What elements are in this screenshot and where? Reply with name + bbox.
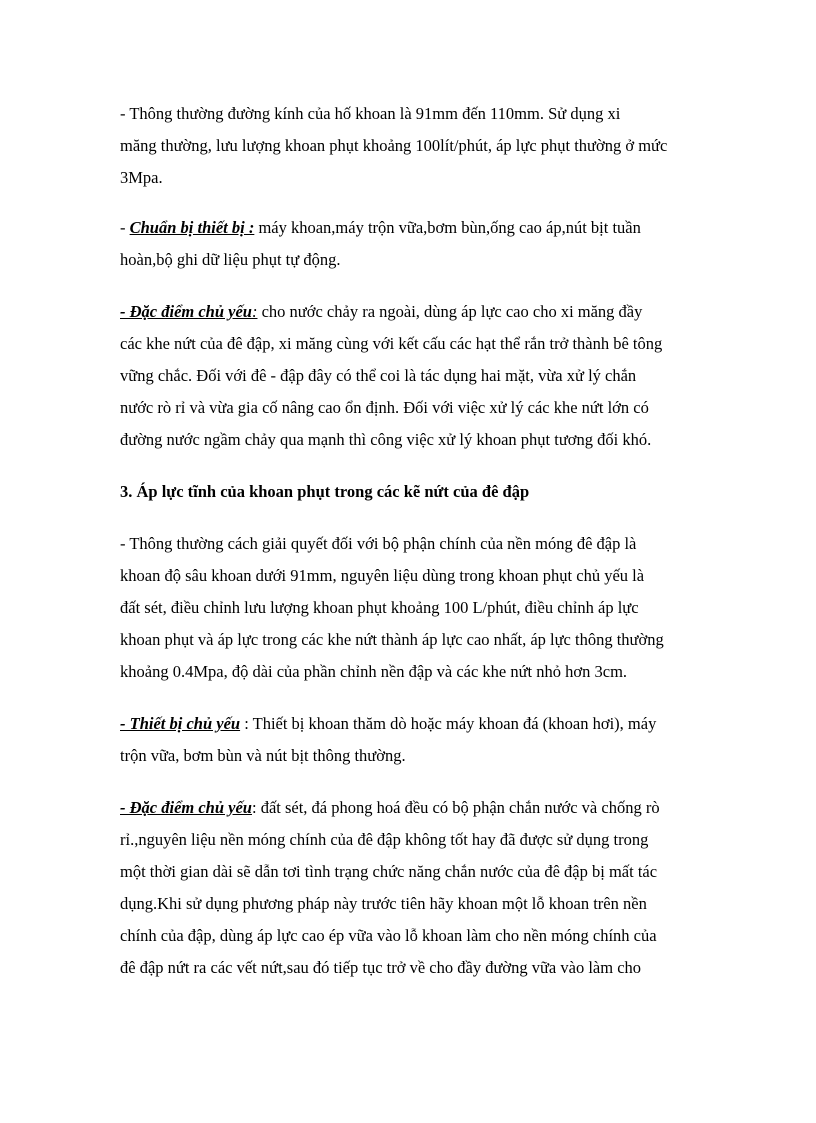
dash-prefix: - bbox=[120, 218, 130, 237]
label-main-features: - Đặc điểm chủ yếu bbox=[120, 798, 252, 817]
text-line: đường nước ngầm chảy qua mạnh thì công việc xử lý khoan phụt tương đối khó. bbox=[120, 430, 652, 449]
section-heading: 3. Áp lực tĩnh của khoan phụt trong các kẽ nứt của đê đập bbox=[120, 482, 530, 501]
line-rest: cho nước chảy ra ngoài, dùng áp lực cao cho xi măng đầy bbox=[257, 302, 643, 321]
text-line: khoan phụt và áp lực trong các khe nứt thành áp lực cao nhất, áp lực thông thường bbox=[120, 630, 664, 649]
text-line: một thời gian dài sẽ dẫn tơi tình trạng chức năng chắn nước của đê đập bị mất tác bbox=[120, 862, 658, 881]
label-colon: : bbox=[251, 302, 258, 321]
line-rest: : Thiết bị khoan thăm dò hoặc máy khoan đá (khoan hơi), máy bbox=[240, 714, 657, 733]
text-line: - Thông thường đường kính của hố khoan là 91mm đến 110mm. Sử dụng xi bbox=[120, 104, 621, 123]
text-line: đê đập nứt ra các vết nứt,sau đó tiếp tục trở về cho đầy đường vữa vào làm cho bbox=[120, 958, 642, 977]
line-rest: : đất sét, đá phong hoá đều có bộ phận chắn nước và chống rò bbox=[251, 798, 660, 817]
text-line: khoan độ sâu khoan dưới 91mm, nguyên liệu dùng trong khoan phụt chủ yếu là bbox=[120, 566, 645, 585]
text-line: chính của đập, dùng áp lực cao ép vữa vào lỗ khoan làm cho nền móng chính của bbox=[120, 926, 657, 945]
text-line: 3Mpa. bbox=[120, 168, 163, 187]
text-line: khoảng 0.4Mpa, độ dài của phần chỉnh nền đập và các khe nứt nhỏ hơn 3cm. bbox=[120, 662, 628, 681]
text-line bbox=[120, 218, 641, 238]
text-line: vững chắc. Đối với đê - đập đây có thể coi là tác dụng hai mặt, vừa xử lý chắn bbox=[120, 366, 637, 385]
text-line: rỉ.,nguyên liệu nền móng chính của đê đập không tốt hay đã được sử dụng trong bbox=[120, 830, 649, 849]
text-line: đất sét, điều chỉnh lưu lượng khoan phụt khoảng 100 L/phút, điều chỉnh áp lực bbox=[120, 598, 639, 617]
label-equipment-prep: Chuẩn bị thiết bị : bbox=[129, 218, 255, 237]
text-line: dụng.Khi sử dụng phương pháp này trước tiên hãy khoan một lỗ khoan trên nền bbox=[120, 894, 647, 913]
text-line bbox=[120, 798, 660, 818]
text-line: - Thông thường cách giải quyết đối với bộ phận chính của nền móng đê đập là bbox=[120, 534, 637, 553]
label-main-features: - Đặc điểm chủ yếu bbox=[120, 302, 252, 321]
text-line: nước rò rỉ và vừa gia cố nâng cao ổn định. Đối với việc xử lý các khe nứt lớn có bbox=[120, 398, 649, 417]
text-line bbox=[120, 714, 656, 734]
text-line: măng thường, lưu lượng khoan phụt khoảng 100lít/phút, áp lực phụt thường ở mức bbox=[120, 136, 668, 155]
text-line: các khe nứt của đê đập, xi măng cùng với kết cấu các hạt thể rắn trở thành bê tông bbox=[120, 334, 663, 353]
line-rest: máy khoan,máy trộn vữa,bơm bùn,ống cao áp,nút bịt tuần bbox=[254, 218, 641, 237]
text-line bbox=[120, 302, 642, 322]
text-line: trộn vữa, bơm bùn và nút bịt thông thường. bbox=[120, 746, 406, 765]
text-line: hoàn,bộ ghi dữ liệu phụt tự động. bbox=[120, 250, 341, 269]
label-main-equipment: - Thiết bị chủ yếu bbox=[120, 714, 241, 733]
